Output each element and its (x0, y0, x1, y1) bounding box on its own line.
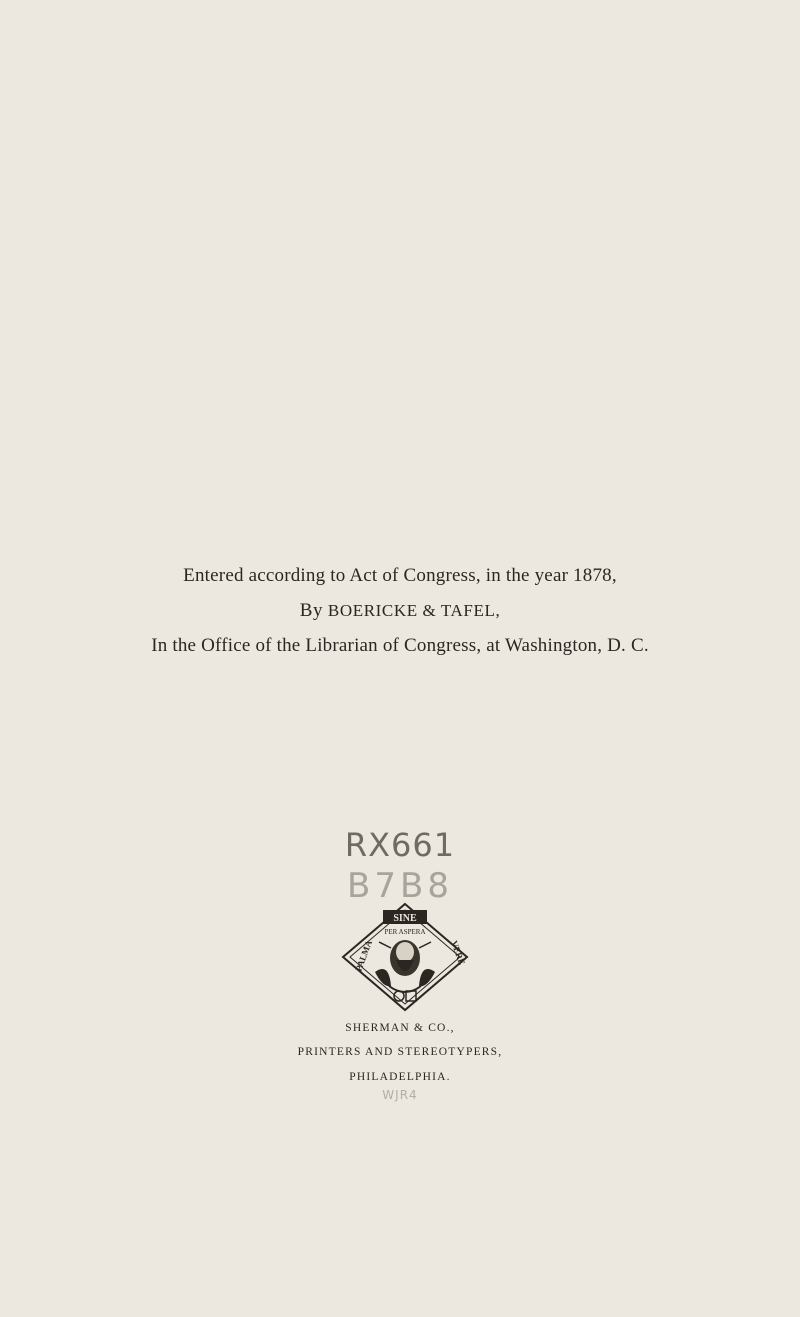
copyright-line-2 (0, 600, 800, 622)
printer-name: SHERMAN & CO., (345, 1022, 455, 1034)
seal-text-right: VERE (449, 939, 468, 967)
printer-seal-logo (339, 902, 471, 1012)
copyright-publisher: BOERICKE & TAFEL, (323, 601, 501, 620)
seal-text-inner: PER ASPERA (384, 928, 426, 936)
printer-city: PHILADELPHIA. (349, 1071, 451, 1083)
handwritten-shelf-mark: B7B8 (347, 866, 453, 906)
seal-text-left: PALMA (353, 938, 374, 973)
copyright-line-3: In the Office of the Librarian of Congress, at Washington, D. C. (151, 635, 649, 656)
copyright-by: By (299, 600, 324, 621)
printer-role: PRINTERS AND STEREOTYPERS, (297, 1046, 503, 1058)
library-stamp: WJR4 (382, 1088, 418, 1102)
copyright-line-1: Entered according to Act of Congress, in the year 1878, (183, 565, 617, 586)
seal-text-top: SINE (393, 913, 417, 924)
handwritten-call-number: RX661 (344, 826, 456, 864)
